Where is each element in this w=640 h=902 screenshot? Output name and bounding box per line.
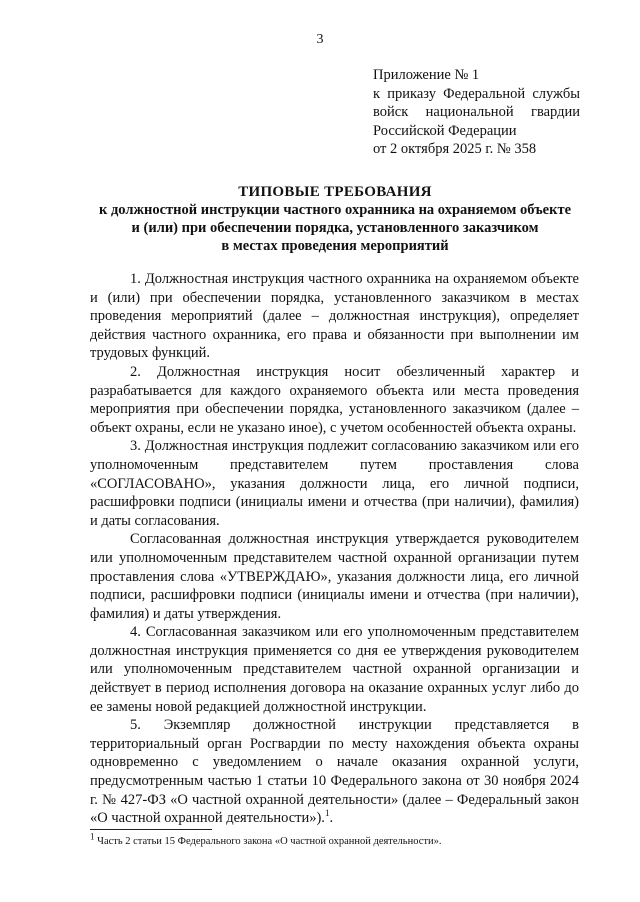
title-line: к должностной инструкции частного охранника на охраняемом объекте [98,202,571,218]
paragraph: 2. Должностная инструкция носит обезличенный характер и разрабатывается для каждого охраняемого объекта или места проведения мероприятия при обеспечении порядка, установленного заказчиком (далее – объект охраны, если не указано иное), с учетом особенностей объекта охраны. [90,363,579,436]
title-line: ТИПОВЫЕ ТРЕБОВАНИЯ [238,184,432,200]
footnote-text: Часть 2 статьи 15 Федерального закона «О частной охранной деятельности». [97,836,442,847]
appendix-line: Российской Федерации [373,122,517,139]
appendix-line: Приложение № 1 [373,67,480,83]
document-title [90,183,580,255]
footnote-separator [90,829,212,830]
paragraph: Согласованная должностная инструкция утверждается руководителем или уполномоченным представителем частной охранной организации путем проставления слова «УТВЕРЖДАЮ», указания должности лица, его личной подписи, расшифровки подписи (инициалы имени и отчества (при наличии), фамилия) и даты утверждения. [90,531,579,622]
title-line: и (или) при обеспечении порядка, установленного заказчиком [131,220,539,236]
appendix-block [373,66,580,159]
paragraph: 4. Согласованная заказчиком или его уполномоченным представителем должностная инструкция применяется со дня ее утверждения руководителем или уполномоченным представителем частной охранной организации и действует в период исполнения договора на оказание охранных услуг либо до ее замены новой редакцией должностной инструкции. [90,624,579,715]
body-text [90,270,579,828]
paragraph-text: 5. Экземпляр должностной инструкции представляется в территориальный орган Росгвардии по месту нахождения объекта охраны одновременно с уведомлением о начале оказания охранной услуги, предусмотренным частью 1 статьи 10 Федерального закона от 30 ноября 2024 г. № 427-ФЗ «О частной охранной деятельности» (далее – Федеральный закон «О частной охранной деятельности»). [90,717,579,827]
appendix-line: от 2 октября 2025 г. № 358 [373,141,537,157]
appendix-line: к приказу Федеральной службы [373,85,580,102]
footnote [90,831,580,848]
page-number: 3 [316,32,324,47]
footnote-marker: 1 [324,808,330,819]
paragraph: 5. Экземпляр должностной инструкции представляется в территориальный орган Росгвардии по месту нахождения объекта охраны одновременно с уведомлением о начале оказания охранной услуги, предусмотренным частью 1 статьи 10 Федерального закона от 30 ноября 2024 г. № 427-ФЗ «О частной охранной деятельности» (далее – Федеральный закон «О частной охранной деятельности»).$^1$. [90,717,579,827]
paragraph: 1. Должностная инструкция частного охранника на охраняемом объекте и (или) при обеспечении порядка, установленного заказчиком в местах проведения мероприятий (далее – должностная инструкция), определяет действия частного охранника, его права и обязанности при выполнении им трудовых функций. [90,271,579,362]
paragraph: 3. Должностная инструкция подлежит согласованию заказчиком или его уполномоченным представителем путем проставления слова «СОГЛАСОВАНО», указания должности лица, его личной подписи, расшифровки подписи (инициалы имени и отчества (при наличии), фамилия) и даты согласования. [90,438,579,529]
footnote-number: 1 [90,831,95,842]
title-line: в местах проведения мероприятий [221,238,449,254]
appendix-line: войск национальной гвардии [373,104,580,120]
